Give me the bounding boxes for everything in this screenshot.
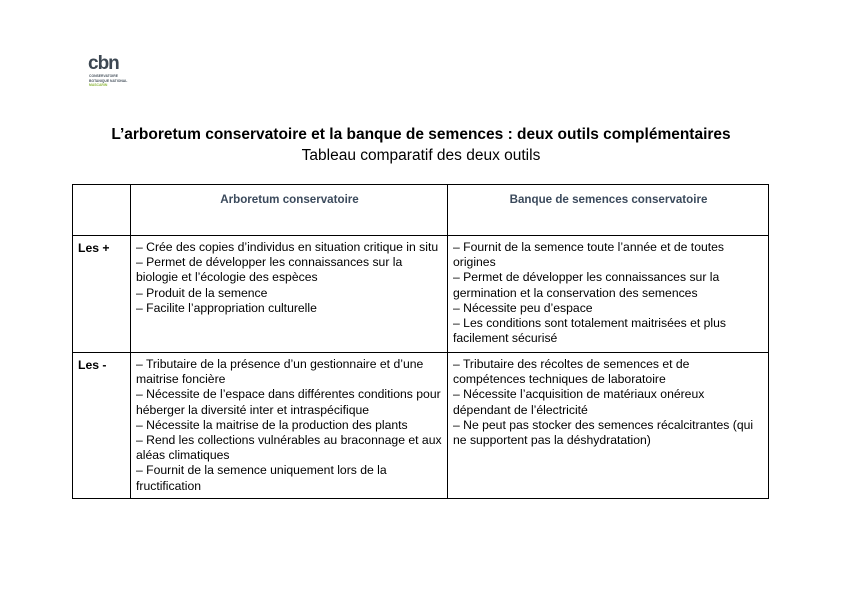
logo-line-2: BOTANIQUE NATIONAL [89, 78, 128, 83]
logo-mark: cbn [88, 53, 119, 74]
row-label-minus: Les - [73, 353, 131, 499]
cell-plus-banque [448, 236, 769, 353]
list-item: – Nécessite la maitrise de la production des plants [136, 417, 408, 432]
list-item: – Permet de développer les connaissances sur la biologie et l’écologie des espèces [136, 255, 403, 285]
header-arboretum: Arboretum conservatoire [131, 185, 448, 236]
cbn-logo [88, 54, 132, 90]
row-label-plus: Les + [73, 236, 131, 353]
list-item: – Nécessite peu d’espace [453, 300, 593, 315]
page-subtitle: Tableau comparatif des deux outils [301, 147, 541, 164]
list-item: – Facilite l’appropriation culturelle [136, 300, 317, 315]
logo-line-1: CONSERVATOIRE [89, 74, 118, 78]
list-item: – Nécessite l’acquisition de matériaux onéreux dépendant de l’électricité [453, 387, 705, 417]
cell-minus-arboretum [131, 353, 448, 499]
list-item: – Fournit de la semence uniquement lors de la fructification [136, 463, 387, 493]
header-empty-cell [73, 185, 131, 236]
list-item: – Ne peut pas stocker des semences récalcitrantes (qui ne supportent pas la déshydratation) [453, 417, 754, 448]
comparison-table [72, 184, 769, 499]
logo-line-3: MASCARIN [89, 83, 108, 87]
list-item: – Les conditions sont totalement maitrisées et plus facilement sécurisé [453, 316, 727, 346]
list-item: – Rend les collections vulnérables au braconnage et aux aléas climatiques [136, 433, 442, 463]
cell-minus-banque [448, 353, 769, 499]
list-item: – Nécessite de l’espace dans différentes conditions pour héberger la diversité inter et intraspécifique [136, 387, 441, 417]
table-row-plus [73, 236, 769, 353]
list-item: – Fournit de la semence toute l’année et de toutes origines [453, 240, 725, 270]
header-banque: Banque de semences conservatoire [448, 185, 769, 236]
table-row-minus [73, 353, 769, 499]
list-item: – Permet de développer les connaissances sur la germination et la conservation des semences [453, 270, 720, 300]
list-item: – Crée des copies d’individus en situation critique in situ [136, 240, 439, 254]
page-title: L’arboretum conservatoire et la banque de semences : deux outils complémentaires [111, 126, 731, 143]
list-item: – Tributaire des récoltes de semences et de compétences techniques de laboratoire [453, 357, 690, 387]
list-item: – Produit de la semence [136, 285, 268, 300]
list-item: – Tributaire de la présence d’un gestionnaire et d’une maitrise foncière [136, 357, 424, 387]
table-header-row [73, 185, 769, 236]
cell-plus-arboretum [131, 236, 448, 353]
